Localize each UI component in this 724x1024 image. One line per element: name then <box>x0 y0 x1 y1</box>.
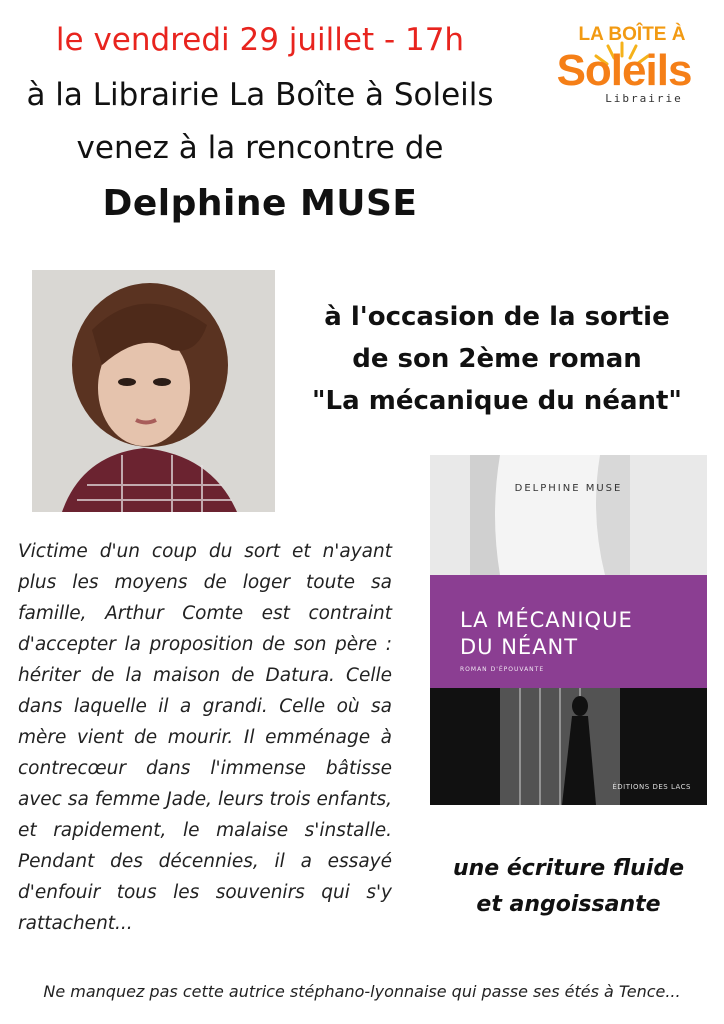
author-photo <box>32 270 275 512</box>
occasion-line-2: de son 2ème roman <box>352 344 642 374</box>
book-author: DELPHINE MUSE <box>514 483 623 494</box>
event-venue: à la Librairie La Boîte à Soleils <box>26 77 494 113</box>
book-synopsis: Victime d'un coup du sort et n'ayant plus les moyens de loger toute sa famille, Arthur Comte est contraint d'accepter la proposition de son père : hériter de la maison de Datura. Celle dans laquelle il a grandi. Celle où sa mère vient de mourir. Il emménage à contrecœur dans l'immense bâtisse avec sa femme Jade, leurs trois enfants, et rapidement, le malaise s'installe. Pendant des décennies, il a essayé d'enfouir tous les souvenirs qui s'y rattachent... <box>18 541 392 934</box>
tagline-line-1: une écriture fluide <box>452 856 685 881</box>
bookstore-logo <box>528 18 720 108</box>
footer-note: Ne manquez pas cette autrice stéphano-lyonnaise qui passe ses étés à Tence... <box>43 982 681 1001</box>
occasion-line-1: à l'occasion de la sortie <box>324 302 670 332</box>
author-name-heading: Delphine MUSE <box>102 183 418 224</box>
tagline-line-2: et angoissante <box>476 892 661 917</box>
logo-main-text: Soleils <box>556 46 692 95</box>
logo-top-text: LA BOÎTE À <box>578 24 686 45</box>
logo-sub-text: Librairie <box>605 92 683 105</box>
event-date: le vendredi 29 juillet - 17h <box>55 22 465 58</box>
invitation-text: venez à la rencontre de <box>76 130 444 166</box>
book-cover <box>430 455 707 805</box>
book-title-line-2: DU NÉANT <box>460 635 579 659</box>
window-silhouette-icon <box>430 455 707 575</box>
book-genre: ROMAN D'ÉPOUVANTE <box>460 666 545 673</box>
occasion-book-title: "La mécanique du néant" <box>312 386 682 416</box>
book-publisher: ÉDITIONS DES LACS <box>612 783 691 791</box>
book-title-line-1: LA MÉCANIQUE <box>460 608 633 632</box>
